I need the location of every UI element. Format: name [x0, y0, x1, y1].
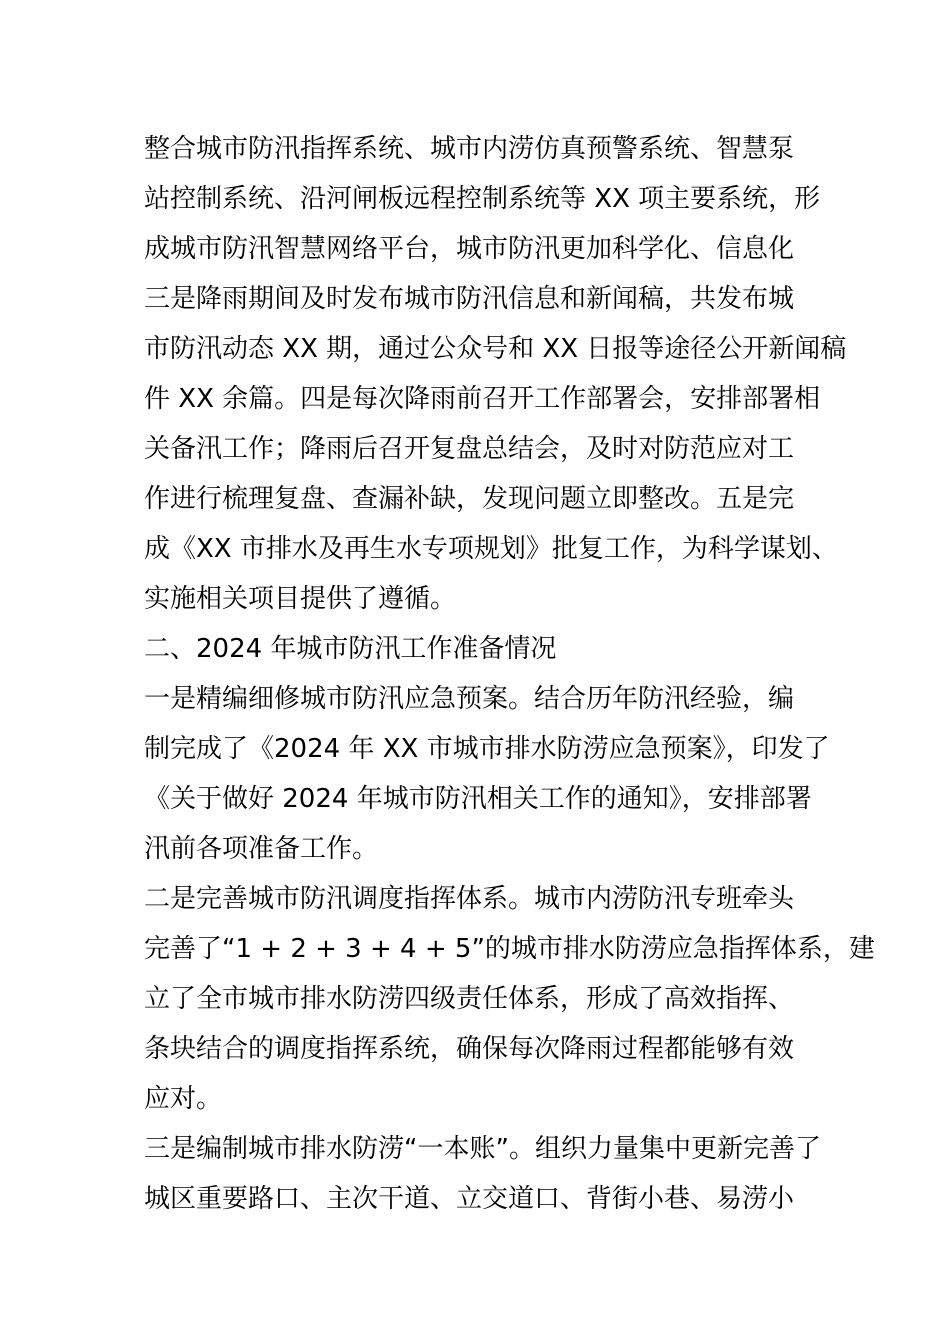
- text-line: 作进行梳理复盘、查漏补缺，发现问题立即整改。五是完: [144, 484, 795, 514]
- text-line: 应对。: [144, 1084, 223, 1114]
- text-line: 实施相关项目提供了遵循。: [144, 584, 457, 614]
- document-body: [144, 124, 875, 1224]
- text-line: 完善了“1 + 2 + 3 + 4 + 5”的城市排水防涝应急指挥体系，建: [144, 934, 875, 964]
- text-line: 《关于做好 2024 年城市防汛相关工作的通知》，安排部署: [144, 784, 812, 814]
- text-line: 一是精编细修城市防汛应急预案。结合历年防汛经验，编: [144, 684, 795, 714]
- text-line: 三是编制城市排水防涝“一本账”。组织力量集中更新完善了: [144, 1134, 821, 1164]
- text-line: 立了全市城市排水防涝四级责任体系，形成了高效指挥、: [144, 984, 795, 1014]
- text-line: 条块结合的调度指挥系统，确保每次降雨过程都能够有效: [144, 1034, 795, 1064]
- section-heading: 二、2024 年城市防汛工作准备情况: [144, 634, 557, 664]
- text-line: 制完成了《2024 年 XX 市城市排水防涝应急预案》，印发了: [144, 734, 830, 764]
- text-line: 市防汛动态 XX 期，通过公众号和 XX 日报等途径公开新闻稿: [144, 334, 847, 364]
- text-line: 件 XX 余篇。四是每次降雨前召开工作部署会，安排部署相: [144, 384, 821, 414]
- text-line: 成《XX 市排水及再生水专项规划》批复工作，为科学谋划、: [144, 534, 838, 564]
- text-line: 三是降雨期间及时发布城市防汛信息和新闻稿，共发布城: [144, 284, 795, 314]
- text-line: 关备汛工作；降雨后召开复盘总结会，及时对防范应对工: [144, 434, 795, 464]
- text-line: 汛前各项准备工作。: [144, 834, 379, 864]
- text-line: 站控制系统、沿河闸板远程控制系统等 XX 项主要系统，形: [144, 184, 821, 214]
- text-line: 城区重要路口、主次干道、立交道口、背街小巷、易涝小: [144, 1184, 795, 1214]
- text-line: 二是完善城市防汛调度指挥体系。城市内涝防汛专班牵头: [144, 884, 795, 914]
- text-line: 整合城市防汛指挥系统、城市内涝仿真预警系统、智慧泵: [144, 134, 795, 164]
- text-line: 成城市防汛智慧网络平台，城市防汛更加科学化、信息化: [144, 234, 795, 264]
